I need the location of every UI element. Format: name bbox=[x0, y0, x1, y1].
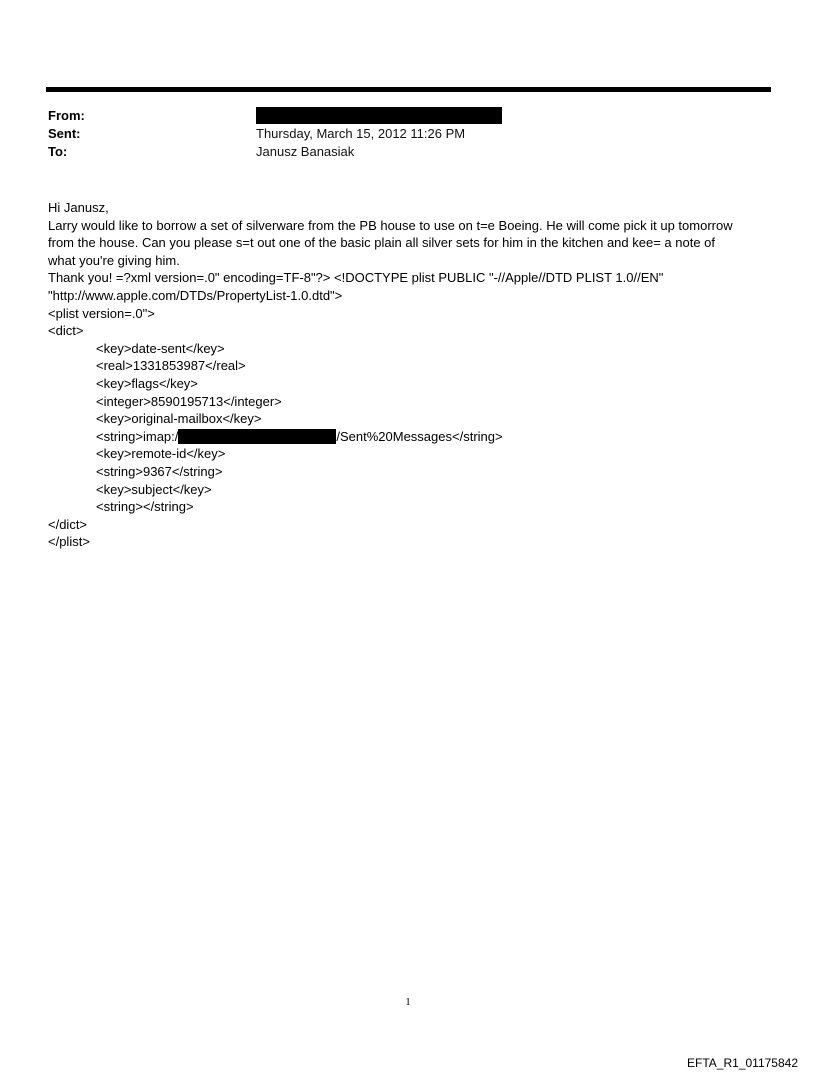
email-body bbox=[48, 199, 778, 551]
body-line: what you're giving him. bbox=[48, 252, 180, 268]
body-line: from the house. Can you please s=t out one of the basic plain all silver sets for him in the kitchen and kee= a note of bbox=[48, 235, 716, 251]
plist-line: </dict> bbox=[48, 516, 88, 532]
redaction-mailbox bbox=[178, 429, 336, 444]
page-number: 1 bbox=[405, 996, 411, 1008]
from-label: From: bbox=[48, 108, 85, 123]
header-rule bbox=[46, 87, 771, 92]
plist-line: </plist> bbox=[48, 534, 90, 550]
sent-value: Thursday, March 15, 2012 11:26 PM bbox=[256, 126, 466, 141]
plist-line: <string></string> bbox=[96, 499, 194, 515]
body-line: "http://www.apple.com/DTDs/PropertyList-1.0.dtd"> bbox=[48, 287, 343, 303]
mailbox-suffix: /Sent%20Messages</string> bbox=[336, 428, 503, 444]
body-line: <dict> bbox=[48, 323, 84, 339]
body-line: <plist version=.0"> bbox=[48, 305, 155, 321]
plist-line: <key>subject</key> bbox=[96, 481, 212, 497]
plist-line: <real>1331853987</real> bbox=[96, 358, 246, 374]
plist-mailbox-line bbox=[48, 428, 778, 446]
redaction-from bbox=[256, 107, 502, 124]
plist-line: <key>date-sent</key> bbox=[96, 340, 225, 356]
sent-label: Sent: bbox=[48, 126, 81, 141]
plist-line: <integer>8590195713</integer> bbox=[96, 393, 282, 409]
plist-line: <key>flags</key> bbox=[96, 375, 198, 391]
to-label: To: bbox=[48, 144, 68, 159]
document-id: EFTA_R1_01175842 bbox=[687, 1056, 798, 1070]
body-line: Thank you! =?xml version=.0" encoding=TF-8"?> <!DOCTYPE plist PUBLIC "-//Apple//DTD PLIST 1.0//EN" bbox=[48, 270, 664, 286]
plist-line: <key>remote-id</key> bbox=[96, 446, 226, 462]
mailbox-prefix: <string>imap:/ bbox=[96, 428, 179, 444]
body-line: Hi Janusz, bbox=[48, 200, 109, 215]
plist-line: <string>9367</string> bbox=[96, 463, 223, 479]
plist-line: <key>original-mailbox</key> bbox=[96, 411, 262, 427]
body-line: Larry would like to borrow a set of silverware from the PB house to use on t=e Boeing. He will come pick it up tomorrow bbox=[48, 217, 733, 233]
to-value: Janusz Banasiak bbox=[256, 144, 355, 159]
